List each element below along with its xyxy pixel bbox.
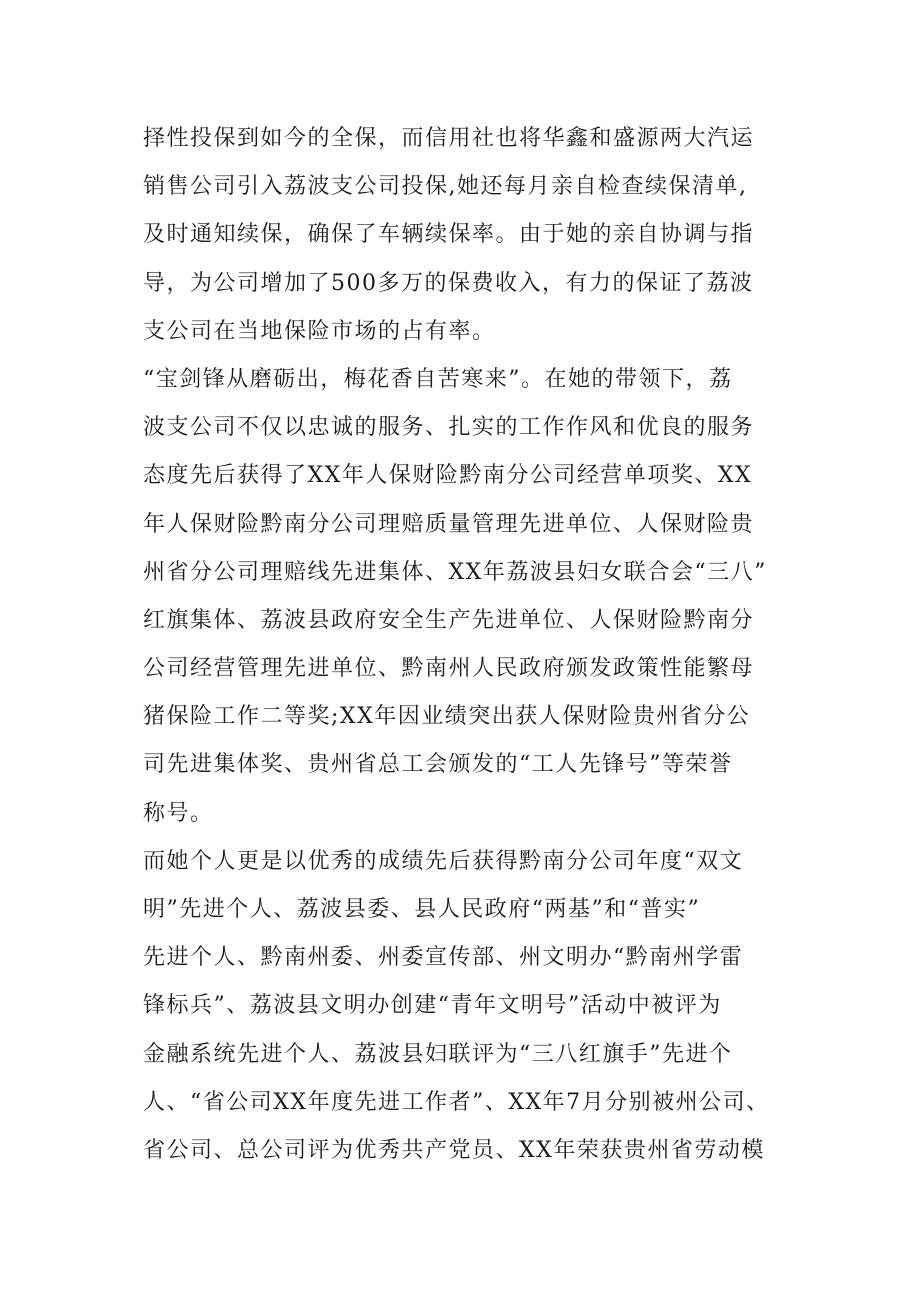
text-line: 及时通知续保，确保了车辆续保率。由于她的亲自协调与指	[143, 222, 755, 248]
text-line: “宝剑锋从磨砺出，梅花香自苦寒来”。在她的带领下，荔	[143, 366, 733, 392]
text-line: 公司经营管理先进单位、黔南州人民政府颁发政策性能繁母	[143, 656, 755, 682]
text-line: 司先进集体奖、贵州省总工会颁发的“工人先锋号”等荣誉	[143, 752, 733, 778]
text-line: 而她个人更是以优秀的成绩先后获得黔南分公司年度“双文	[143, 848, 744, 874]
text-line: 波支公司不仅以忠诚的服务、扎实的工作作风和优良的服务	[143, 415, 755, 441]
text-line: 支公司在当地保险市场的占有率。	[143, 318, 496, 344]
text-line: 态度先后获得了XX年人保财险黔南分公司经营单项奖、XX	[143, 463, 753, 489]
text-line: 猪保险工作二等奖;XX年因业绩突出获人保财险贵州省分公	[143, 704, 751, 730]
text-line: 省公司、总公司评为优秀共产党员、XX年荣获贵州省劳动模	[143, 1137, 765, 1163]
paragraph-1	[143, 115, 823, 356]
paragraph-3	[143, 838, 823, 1175]
text-line: 明”先进个人、荔波县委、县人民政府“两基”和“普实”	[143, 897, 701, 922]
paragraph-2	[143, 356, 823, 838]
text-line: 择性投保到如今的全保，而信用社也将华鑫和盛源两大汽运	[143, 126, 755, 151]
text-line: 州省分公司理赔线先进集体、XX年荔波县妇女联合会“三八”	[143, 559, 767, 585]
text-line: 导，为公司增加了500多万的保费收入，有力的保证了荔波	[143, 270, 754, 296]
text-line: 人、“省公司XX年度先进工作者”、XX年7月分别被州公司、	[143, 1089, 770, 1115]
text-line: 金融系统先进个人、荔波县妇联评为“三八红旗手”先进个	[143, 1041, 733, 1067]
text-line: 锋标兵”、荔波县文明办创建“青年文明号”活动中被评为	[143, 993, 722, 1019]
text-line: 销售公司引入荔波支公司投保,她还每月亲自检查续保清单,	[143, 174, 748, 200]
document-body	[143, 115, 823, 1175]
text-line: 称号。	[143, 800, 214, 826]
text-line: 年人保财险黔南分公司理赔质量管理先进单位、人保财险贵	[143, 511, 755, 537]
text-line: 红旗集体、荔波县政府安全生产先进单位、人保财险黔南分	[143, 607, 755, 633]
text-line: 先进个人、黔南州委、州委宣传部、州文明办“黔南州学雷	[143, 945, 744, 971]
